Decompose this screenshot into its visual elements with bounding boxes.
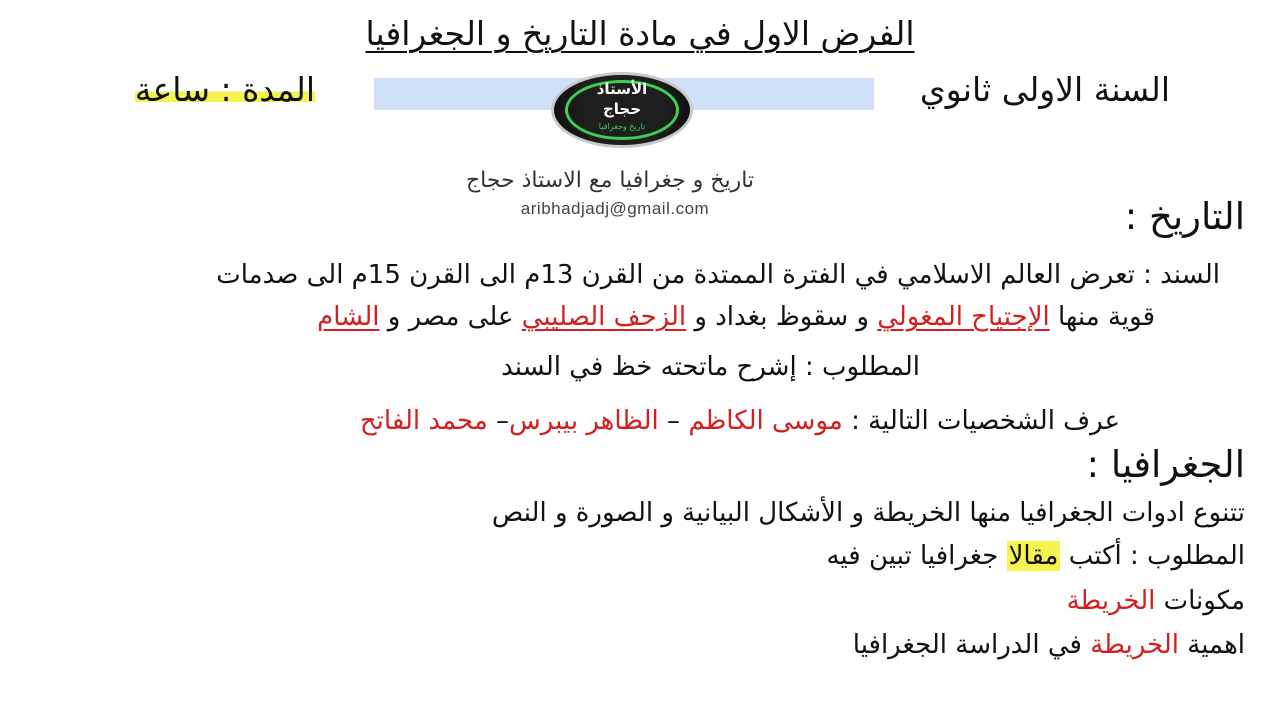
doc-text: قوية منها (1049, 302, 1155, 332)
item-text: مكونات (1155, 586, 1245, 616)
history-figures-task (240, 406, 1120, 436)
geography-task (700, 541, 1245, 571)
doc-text: على مصر و (379, 302, 522, 332)
logo-text-teacher: الأستاذ (596, 80, 648, 98)
figures-label: عرف الشخصيات التالية : (842, 406, 1120, 436)
item-text: في الدراسة الجغرافيا (852, 630, 1091, 660)
term-crusader-advance: الزحف الصليبي (521, 302, 687, 332)
geography-heading: الجغرافيا : (1086, 443, 1245, 486)
figure-mehmed-al-fatih: محمد الفاتح (359, 406, 488, 436)
doc-text: و سقوظ بغداد و (686, 302, 878, 332)
duration-label: المدة : (209, 70, 315, 109)
geography-statement: تتنوع ادوات الجغرافيا منها الخريطة و الأشكال البيانية و الصورة و النص (491, 498, 1245, 528)
item-map-word: الخريطة (1090, 630, 1179, 660)
logo-text-subject: تاريخ وجغرافيا (598, 122, 646, 131)
history-document-line2 (180, 302, 1155, 332)
channel-name: تاريخ و جغرافيا مع الاستاذ حجاج (465, 168, 755, 193)
exam-duration (100, 70, 315, 109)
school-year: السنة الاولى ثانوي (919, 70, 1170, 109)
task-essay-word: مقالا (1008, 541, 1059, 571)
history-heading: التاريخ : (1124, 195, 1245, 238)
contact-email: aribhadjadj@gmail.com (520, 199, 710, 218)
geography-item-components (900, 586, 1245, 616)
figures-separator: – (487, 406, 510, 436)
figure-musa-al-kadhim: موسى الكاظم (688, 406, 843, 436)
figures-separator: – (658, 406, 689, 436)
item-text: اهمية (1178, 630, 1245, 660)
figure-baybars: الظاهر بيبرس (509, 406, 659, 436)
task-text: المطلوب : أكتب (1060, 541, 1245, 571)
term-mongol-invasion: الإجتياح المغولي (877, 302, 1050, 332)
duration-value: ساعة (134, 70, 210, 109)
term-levant: الشام (317, 302, 380, 332)
history-document-line1: السند : تعرض العالم الاسلامي في الفترة الممتدة من القرن 13م الى القرن 15م الى صدمات (216, 260, 1220, 290)
task-text: جغرافيا تبين فيه (826, 541, 1007, 571)
history-task: المطلوب : إشرح ماتحته خظ في السند (501, 352, 920, 382)
geography-item-importance (700, 630, 1245, 660)
page-title: الفرض الاول في مادة التاريخ و الجغرافيا (365, 14, 915, 53)
logo-text-name: حجاج (602, 100, 642, 118)
item-map-word: الخريطة (1066, 586, 1156, 616)
